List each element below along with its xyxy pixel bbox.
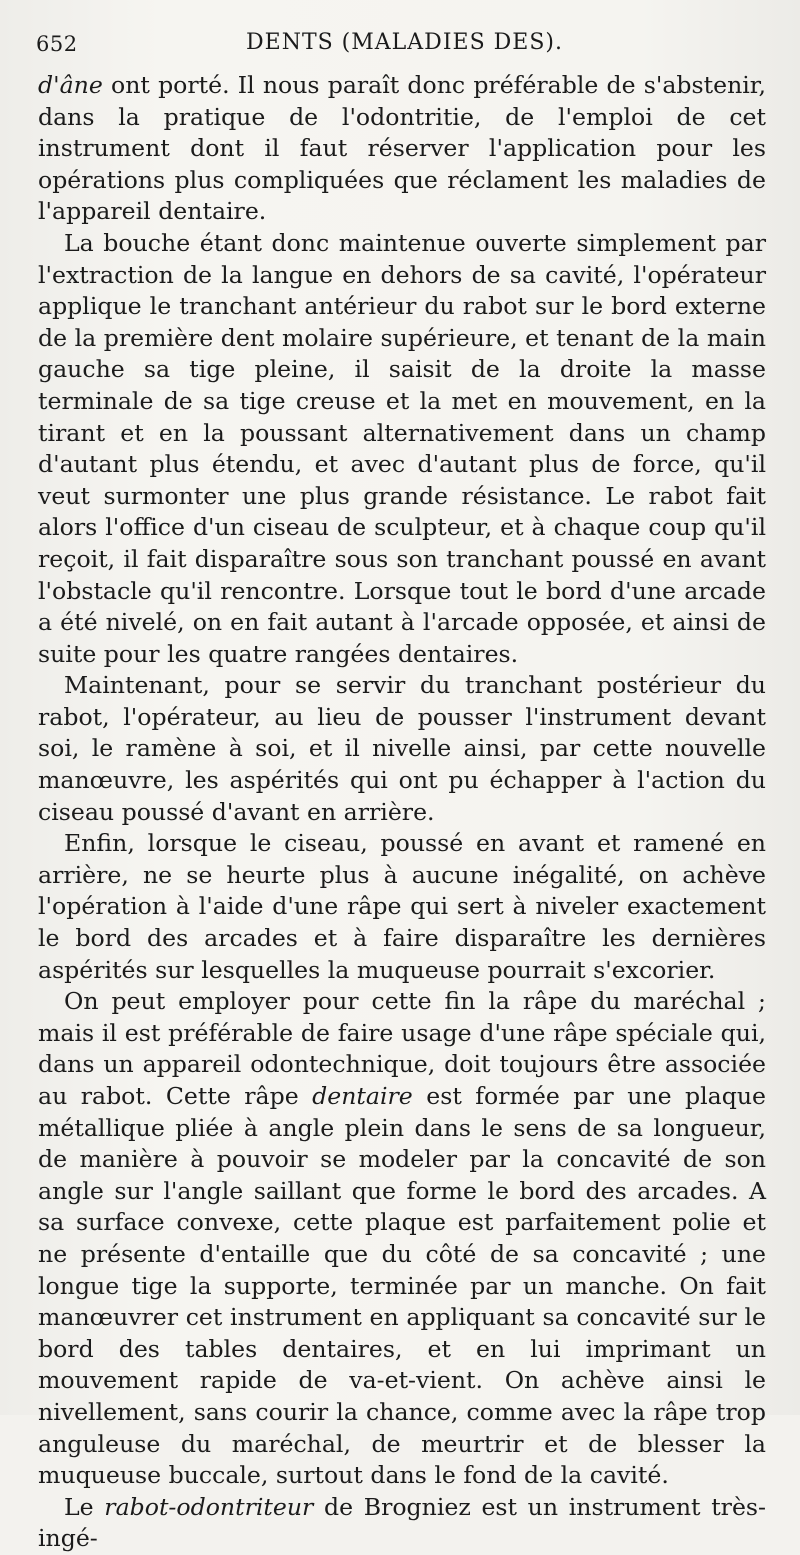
text-segment: de Brogniez est un instrument très-ingé- bbox=[38, 1492, 766, 1553]
page-header bbox=[38, 26, 766, 70]
body-text bbox=[38, 70, 766, 1555]
paragraph bbox=[38, 670, 766, 828]
text-segment: La bouche étant donc maintenue ouverte simplement par l'extraction de la langue en dehors de sa cavité, l'opérateur applique le tranchant antérieur du rabot sur le bord externe de la première dent molaire supérieure, et tenant de la main gauche sa tige pleine, il saisit de la droite la masse terminale de sa tige creuse et la met en mouvement, en la tirant et en la poussant alternativement dans un champ d'autant plus étendu, et avec d'autant plus de force, qu'il veut surmonter une plus grande résistance. Le rabot fait alors l'office d'un ciseau de sculpteur, et à chaque coup qu'il reçoit, il fait disparaître sous son tranchant poussé en avant l'obstacle qu'il rencontre. Lorsque tout le bord d'une arcade a été nivelé, on en fait autant à l'arcade opposée, et ainsi de suite pour les quatre rangées dentaires. bbox=[38, 228, 766, 668]
running-head: DENTS (MALADIES DES). bbox=[246, 30, 563, 55]
paragraph bbox=[38, 70, 766, 228]
paragraph bbox=[38, 1492, 766, 1555]
text-segment: Le bbox=[64, 1492, 105, 1521]
text-segment: On peut employer pour cette fin la râpe du maréchal ; mais il est préférable de faire usage d'une râpe spéciale qui, dans un appareil odontechnique, doit toujours être associée au rabot. Cette râpe bbox=[38, 987, 766, 1110]
italic-text: d'âne bbox=[38, 71, 103, 99]
text-segment: ont porté. Il nous paraît donc préférable de s'abstenir, dans la pratique de l'odontritie, de l'emploi de cet instrument dont il faut réserver l'application pour les opérations plus compliquées que réclament les maladies de l'appareil dentaire. bbox=[38, 71, 766, 226]
paragraph bbox=[38, 828, 766, 986]
text-segment: Enfin, lorsque le ciseau, poussé en avant et ramené en arrière, ne se heurte plus à aucune inégalité, on achève l'opération à l'aide d'une râpe qui sert à niveler exactement le bord des arcades et à faire disparaître les dernières aspérités sur lesquelles la muqueuse pourrait s'excorier. bbox=[38, 829, 766, 984]
paragraph bbox=[38, 228, 766, 670]
text-segment: Maintenant, pour se servir du tranchant postérieur du rabot, l'opérateur, au lieu de pousser l'instrument devant soi, le ramène à soi, et il nivelle ainsi, par cette nouvelle manœuvre, les aspérités qui ont pu échapper à l'action du ciseau poussé d'avant en arrière. bbox=[38, 671, 766, 826]
page-number: 652 bbox=[36, 32, 78, 56]
italic-text: rabot-odontriteur bbox=[104, 1492, 314, 1521]
text-segment: est formée par une plaque métallique pliée à angle plein dans le sens de sa longueur, de manière à pouvoir se modeler par la concavité de son angle sur l'angle saillant que forme le bord des arcades. A sa surface convexe, cette plaque est parfaitement polie et ne présente d'entaille que du côté de sa concavité ; une longue tige la supporte, terminée par un manche. On fait manœuvrer cet instrument en appliquant sa concavité sur le bord des tables dentaires, et en lui imprimant un mouvement rapide de va-et-vient. On achève ainsi le nivellement, sans courir la chance, comme avec la râpe trop anguleuse du maréchal, de meurtrir et de blesser la muqueuse buccale, surtout dans le fond de la cavité. bbox=[38, 1082, 766, 1490]
italic-text: dentaire bbox=[312, 1082, 413, 1110]
paragraph bbox=[38, 986, 766, 1492]
